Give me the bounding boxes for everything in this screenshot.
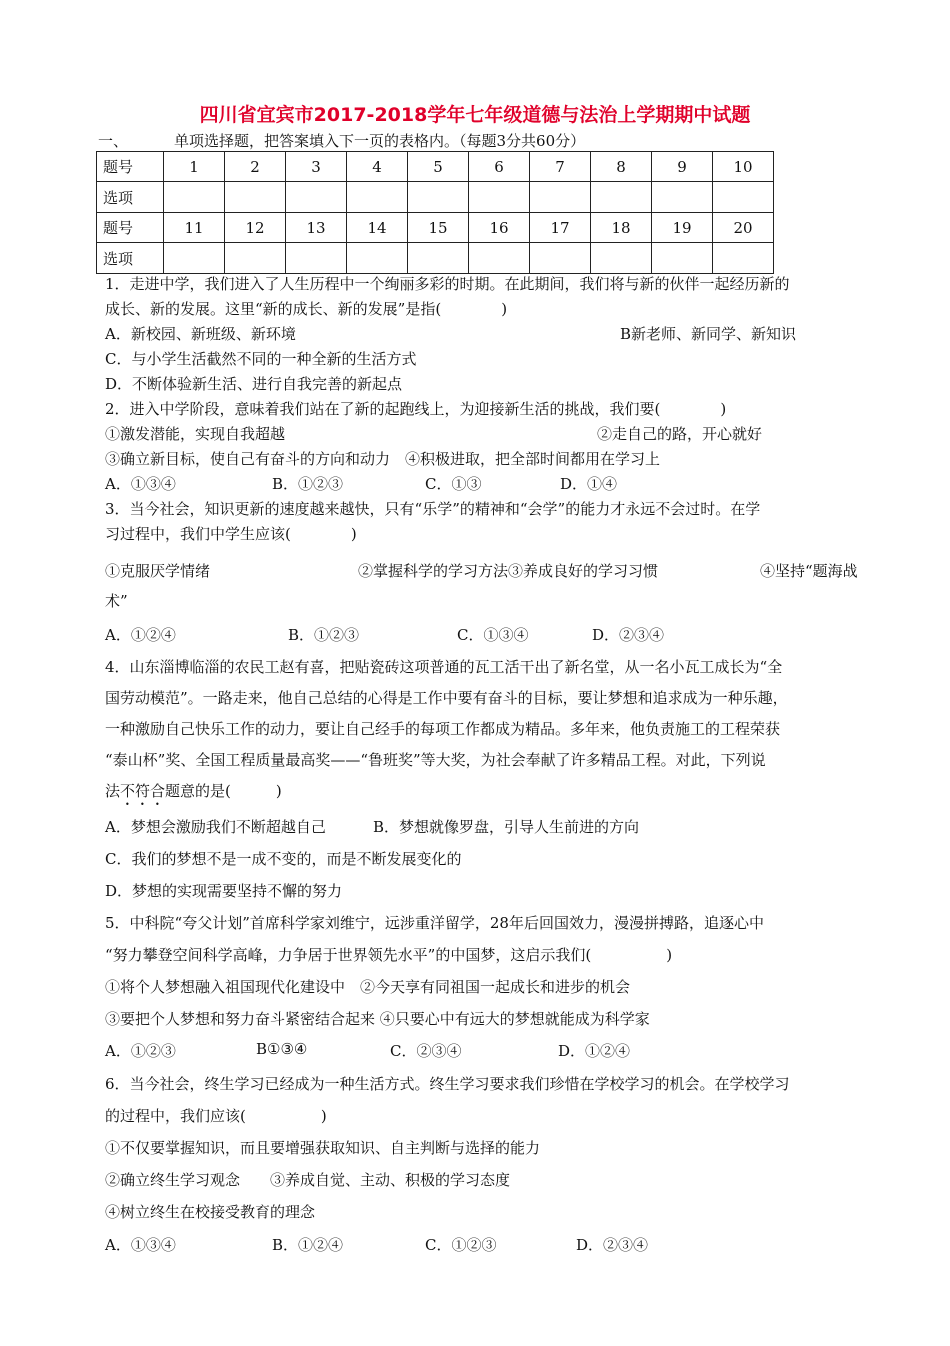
question-number-cell: 5 <box>408 152 469 182</box>
q1-option-b: B新老师、新同学、新知识 <box>620 325 797 343</box>
section-instructions: 单项选择题，把答案填入下一页的表格内。（每题3分共60分） <box>174 132 586 150</box>
q5-stem-line-1: 5．中科院“夸父计划”首席科学家刘维宁，远涉重洋留学，28年后回国效力，漫漫拼搏路，追逐心中 <box>105 914 764 932</box>
answer-cell[interactable] <box>469 182 530 213</box>
q5-option-c: C．②③④ <box>390 1042 462 1060</box>
question-number-cell: 3 <box>286 152 347 182</box>
page-title: 四川省宜宾市2017-2018学年七年级道德与法治上学期期中试题 <box>199 104 751 126</box>
question-number-cell: 1 <box>164 152 225 182</box>
q4-emphasis-text: 不符合 <box>120 782 166 800</box>
q1-option-c: C．与小学生活截然不同的一种全新的生活方式 <box>105 350 417 368</box>
q5-statement-3-4: ③要把个人梦想和努力奋斗紧密结合起来 ④只要心中有远大的梦想就能成为科学家 <box>105 1010 650 1028</box>
q3-option-c: C．①③④ <box>457 626 529 644</box>
q4-option-c: C．我们的梦想不是一成不变的，而是不断发展变化的 <box>105 850 462 868</box>
question-number-cell: 2 <box>225 152 286 182</box>
answer-cell[interactable] <box>164 182 225 213</box>
answer-cell[interactable] <box>286 243 347 274</box>
section-number: 一、 <box>98 132 129 150</box>
q3-option-b: B．①②③ <box>288 626 360 644</box>
q6-statement-2-3: ②确立终生学习观念 ③养成自觉、主动、积极的学习态度 <box>105 1171 511 1189</box>
q6-option-b: B．①②④ <box>272 1236 344 1254</box>
q4-option-a: A．梦想会激励我们不断超越自己 <box>105 818 326 836</box>
question-number-cell: 14 <box>347 213 408 243</box>
question-number-cell: 7 <box>530 152 591 182</box>
question-number-cell: 6 <box>469 152 530 182</box>
answer-cell[interactable] <box>591 182 652 213</box>
answer-cell[interactable] <box>591 243 652 274</box>
answer-cell[interactable] <box>713 182 774 213</box>
q6-option-a: A．①③④ <box>105 1236 176 1254</box>
question-number-cell: 16 <box>469 213 530 243</box>
q5-option-b: B①③④ <box>256 1040 308 1058</box>
q5-option-d: D．①②④ <box>558 1042 631 1060</box>
q3-statement-1: ①克服厌学情绪 <box>105 562 211 580</box>
q1-stem-line-1: 1．走进中学，我们进入了人生历程中一个绚丽多彩的时期。在此期间，我们将与新的伙伴一起经历新的 <box>105 275 790 293</box>
question-number-cell: 17 <box>530 213 591 243</box>
q2-stem: 2．进入中学阶段，意味着我们站在了新的起跑线上，为迎接新生活的挑战，我们要( ) <box>105 400 727 418</box>
q4-stem-line-2: 国劳动模范”。一路走来，他自己总结的心得是工作中要有奋斗的目标，要让梦想和追求成为一种乐趣， <box>105 689 788 707</box>
q2-option-c: C．①③ <box>425 475 482 493</box>
answer-cell[interactable] <box>469 243 530 274</box>
q6-stem-line-1: 6．当今社会，终生学习已经成为一种生活方式。终生学习要求我们珍惜在学校学习的机会。在学校学习 <box>105 1075 790 1093</box>
table-row-answers-1 <box>97 182 774 213</box>
q6-option-d: D．②③④ <box>576 1236 649 1254</box>
question-number-cell: 13 <box>286 213 347 243</box>
q2-option-a: A．①③④ <box>105 475 176 493</box>
question-number-cell: 4 <box>347 152 408 182</box>
table-row-answers-2 <box>97 243 774 274</box>
q4-option-d: D．梦想的实现需要坚持不懈的努力 <box>105 882 343 900</box>
answer-cell[interactable] <box>225 243 286 274</box>
answer-table <box>96 151 774 274</box>
header-label-cell: 题号 <box>97 213 164 243</box>
q3-stem-line-1: 3．当今社会，知识更新的速度越来越快，只有“乐学”的精神和“会学”的能力才永远不会过时。在学 <box>105 500 761 518</box>
question-number-cell: 11 <box>164 213 225 243</box>
q4-stem-line-3: 一种激励自己快乐工作的动力，要让自己经手的每项工作都成为精品。多年来，他负责施工的工程荣获 <box>105 720 781 738</box>
q5-statement-1-2: ①将个人梦想融入祖国现代化建设中 ②今天享有同祖国一起成长和进步的机会 <box>105 978 631 996</box>
answer-cell[interactable] <box>286 182 347 213</box>
q3-statement-4-continued: 术” <box>105 592 128 610</box>
q2-option-b: B．①②③ <box>272 475 344 493</box>
question-number-cell: 9 <box>652 152 713 182</box>
option-label-cell: 选项 <box>97 182 164 213</box>
question-number-cell: 12 <box>225 213 286 243</box>
q4-stem-line-1: 4．山东淄博临淄的农民工赵有喜，把贴瓷砖这项普通的瓦工活干出了新名堂，从一名小瓦工成长为“全 <box>105 658 783 676</box>
answer-cell[interactable] <box>530 182 591 213</box>
q3-option-d: D．②③④ <box>592 626 665 644</box>
answer-cell[interactable] <box>347 182 408 213</box>
q4-stem-line-4: “泰山杯”奖、全国工程质量最高奖——“鲁班奖”等大奖，为社会奉献了许多精品工程。对此，下列说 <box>105 751 766 769</box>
question-number-cell: 18 <box>591 213 652 243</box>
q6-statement-4: ④树立终生在校接受教育的理念 <box>105 1203 316 1221</box>
question-number-cell: 15 <box>408 213 469 243</box>
option-label-cell: 选项 <box>97 243 164 274</box>
question-number-cell: 10 <box>713 152 774 182</box>
header-label-cell: 题号 <box>97 152 164 182</box>
answer-cell[interactable] <box>652 182 713 213</box>
section-heading <box>98 130 585 151</box>
q3-option-a: A．①②④ <box>105 626 176 644</box>
answer-cell[interactable] <box>225 182 286 213</box>
q6-stem-line-2: 的过程中，我们应该( ) <box>105 1107 327 1125</box>
question-number-cell: 8 <box>591 152 652 182</box>
answer-cell[interactable] <box>530 243 591 274</box>
q4-stem-prefix: 法 <box>105 782 121 800</box>
q3-stem-line-2: 习过程中，我们中学生应该( ) <box>105 525 357 543</box>
table-row-numbers-1 <box>97 152 774 182</box>
answer-cell[interactable] <box>652 243 713 274</box>
q2-statement-1: ①激发潜能，实现自我超越 <box>105 425 286 443</box>
q4-stem-suffix: 题意的是( ) <box>165 782 282 800</box>
question-number-cell: 19 <box>652 213 713 243</box>
answer-cell[interactable] <box>347 243 408 274</box>
q6-option-c: C．①②③ <box>425 1236 497 1254</box>
question-number-cell: 20 <box>713 213 774 243</box>
q3-statement-4: ④坚持“题海战 <box>760 562 858 580</box>
q5-option-a: A．①②③ <box>105 1042 176 1060</box>
q2-statement-3-4: ③确立新目标，使自己有奋斗的方向和动力 ④积极进取，把全部时间都用在学习上 <box>105 450 661 468</box>
q1-option-a: A．新校园、新班级、新环境 <box>105 325 296 343</box>
q6-statement-1: ①不仅要掌握知识，而且要增强获取知识、自主判断与选择的能力 <box>105 1139 541 1157</box>
q1-option-d: D．不断体验新生活、进行自我完善的新起点 <box>105 375 403 393</box>
q1-stem-line-2: 成长、新的发展。这里“新的成长、新的发展”是指( ) <box>105 300 508 318</box>
q3-statement-2-3: ②掌握科学的学习方法③养成良好的学习习惯 <box>358 562 659 580</box>
answer-cell[interactable] <box>713 243 774 274</box>
q4-option-b: B．梦想就像罗盘，引导人生前进的方向 <box>373 818 640 836</box>
answer-cell[interactable] <box>408 182 469 213</box>
answer-cell[interactable] <box>408 243 469 274</box>
q2-option-d: D．①④ <box>560 475 618 493</box>
table-row-numbers-2 <box>97 213 774 243</box>
q4-stem-line-5 <box>105 780 282 809</box>
q5-stem-line-2: “努力攀登空间科学高峰，力争居于世界领先水平”的中国梦，这启示我们( ) <box>105 946 673 964</box>
q2-statement-2: ②走自己的路，开心就好 <box>597 425 763 443</box>
answer-cell[interactable] <box>164 243 225 274</box>
